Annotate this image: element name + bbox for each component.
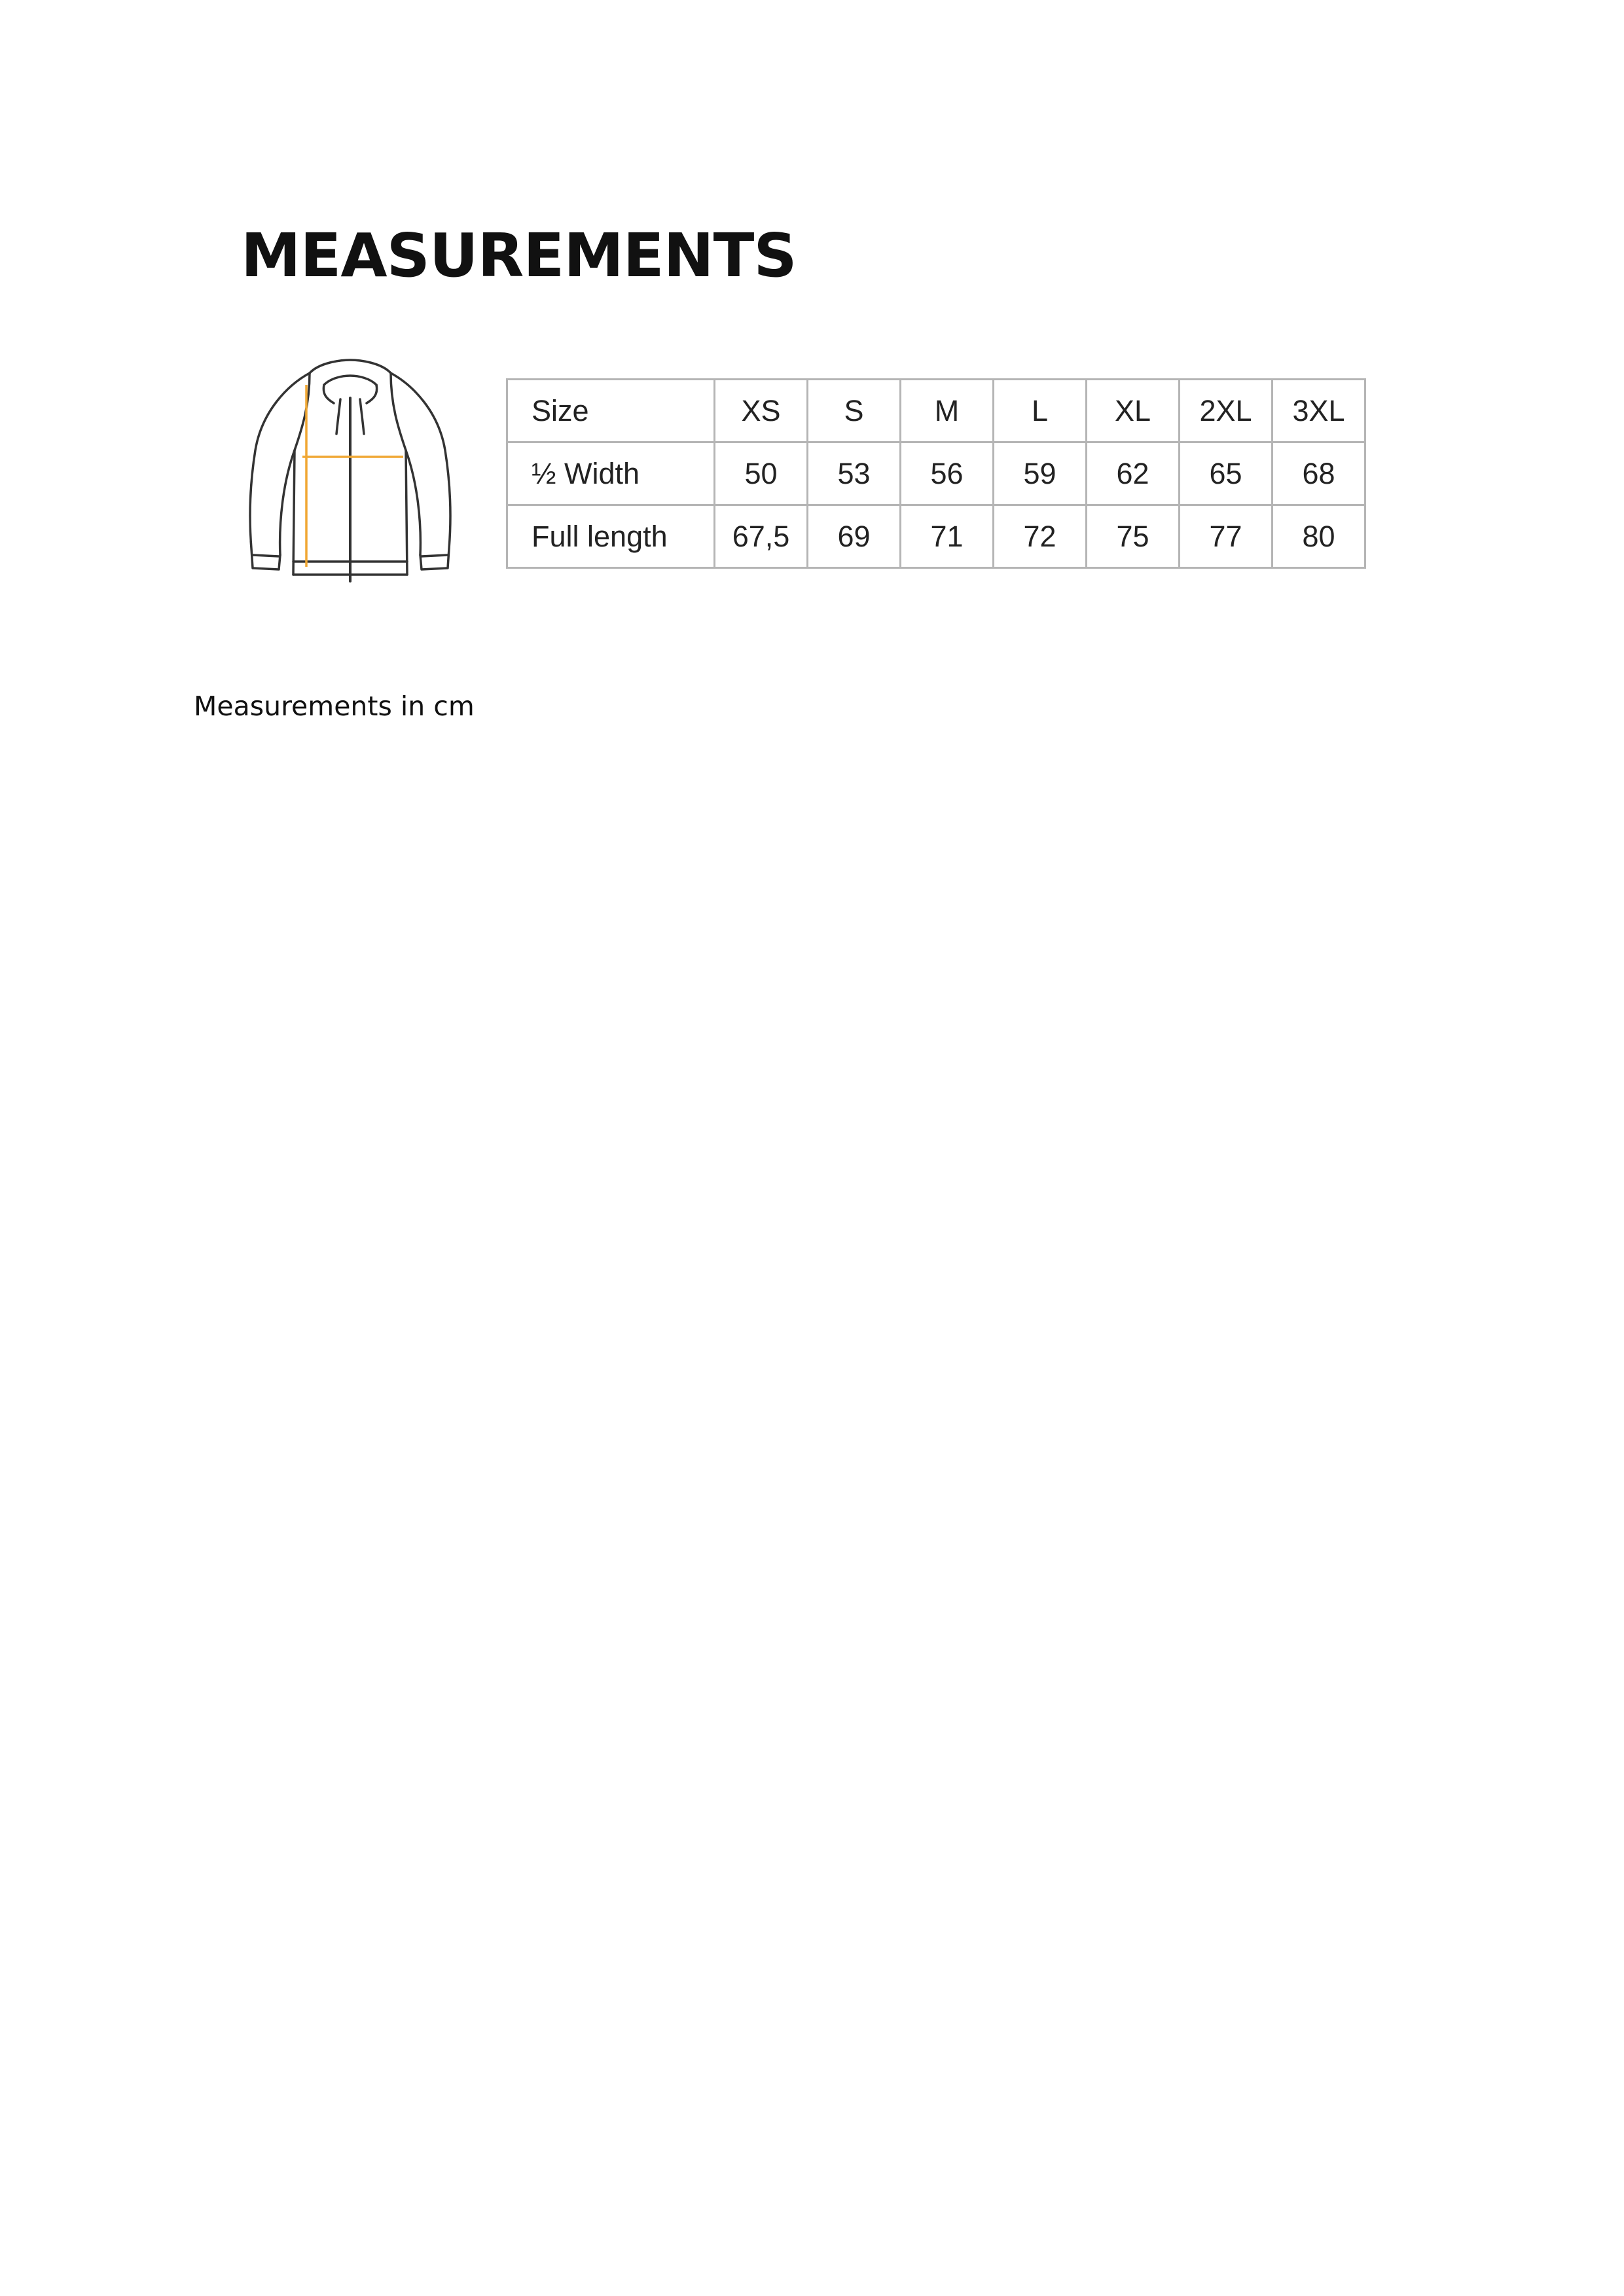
table-cell: 50 [715,442,808,505]
table-cell: 72 [994,505,1087,568]
table-header-row [507,380,1365,442]
table-cell: M [901,380,994,442]
size-table [506,378,1366,569]
table-cell: 2XL [1180,380,1272,442]
table-cell: 68 [1272,442,1365,505]
table-row-label: ½ Width [507,442,715,505]
units-note: Measurements in cm [194,691,475,722]
table-cell: 80 [1272,505,1365,568]
table-cell: 65 [1180,442,1272,505]
table-cell: 59 [994,442,1087,505]
zip-hoodie-icon [242,359,458,584]
table-cell: L [994,380,1087,442]
table-cell: 71 [901,505,994,568]
table-cell: 75 [1087,505,1180,568]
table-cell: 3XL [1272,380,1365,442]
table-row-label: Full length [507,505,715,568]
table-cell: 56 [901,442,994,505]
table-cell: S [808,380,901,442]
table-row [507,505,1365,568]
table-cell: 53 [808,442,901,505]
table-cell: XL [1087,380,1180,442]
table-cell: 67,5 [715,505,808,568]
table-row [507,442,1365,505]
page-title: MEASUREMENTS [241,221,797,291]
table-cell: XS [715,380,808,442]
table-row-label: Size [507,380,715,442]
table-cell: 62 [1087,442,1180,505]
table-cell: 77 [1180,505,1272,568]
table-cell: 69 [808,505,901,568]
